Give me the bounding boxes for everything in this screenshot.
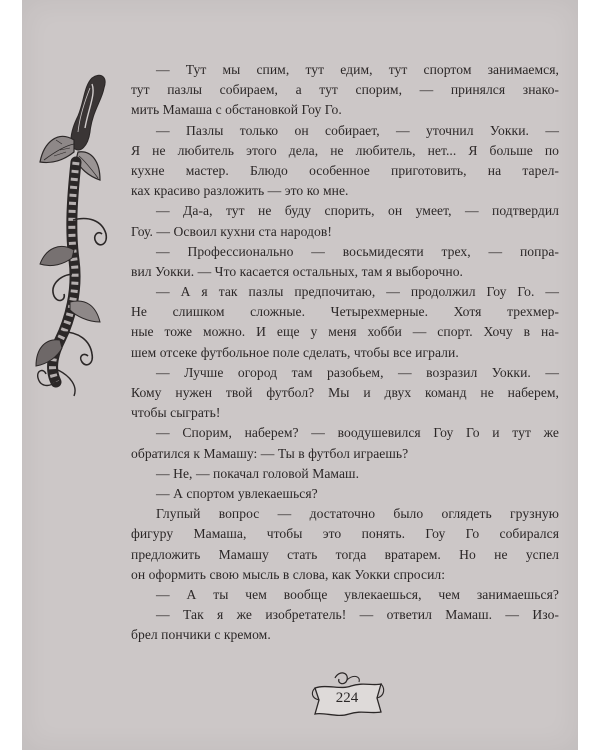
body-text: [131, 60, 559, 645]
text-line: — Не, — покачал головой Мамаш.: [156, 465, 360, 481]
text-line: вил Уокки. — Что касается остальных, там я выборочно.: [131, 263, 463, 279]
text-line: — Да-а, тут не буду спорить, он умеет, — подтвердил: [156, 203, 559, 219]
page-number-banner: [307, 668, 387, 718]
text-line: ные тоже можно. И еще у меня хобби — спорт. Хочу в на-: [131, 324, 559, 340]
text-line: тут пазлы собираем, а тут спорим, — принялся знако-: [131, 82, 559, 98]
text-line: предложить Мамашу стать тогда вратарем. Но не успел: [131, 546, 559, 562]
text-line: кухне мастер. Блюдо особенное приготовить, на тарел-: [131, 162, 559, 178]
text-line: — А ты чем вообще увлекаешься, чем занимаешься?: [156, 586, 559, 602]
text-line: Не слишком сложные. Четырехмерные. Хотя трехмер-: [131, 304, 559, 320]
text-line: — А спортом увлекаешься?: [156, 485, 318, 501]
text-line: — А я так пазлы предпочитаю, — продолжил Гоу Го. —: [156, 284, 559, 300]
book-page: [22, 0, 578, 750]
text-line: Я не любитель этого дела, не любитель, нет... Я больше по: [131, 142, 559, 158]
page-number: 224: [335, 690, 359, 706]
text-line: чтобы сыграть!: [131, 405, 221, 421]
text-line: — Пазлы только он собирает, — уточнил Уокки. —: [156, 122, 559, 138]
text-line: Гоу. — Освоил кухни ста народов!: [131, 223, 332, 239]
text-line: — Профессионально — восьмидесяти трех, — попра-: [156, 243, 559, 259]
text-line: Кому нужен твой футбол? Мы и двух команд не наберем,: [131, 385, 559, 400]
text-line: — Так я же изобретатель! — ответил Мамаш. — Изо-: [156, 607, 559, 623]
text-line: шем отсеке футбольное поле сделать, чтобы все играли.: [131, 344, 459, 360]
vine-ornament-illustration: [30, 70, 125, 400]
text-line: обратился к Мамашу: — Ты в футбол играешь?: [131, 445, 409, 461]
text-line: — Спорим, наберем? — воодушевился Гоу Го и тут же: [156, 425, 559, 441]
text-line: фигуру Мамаша, чтобы это понять. Гоу Го собирался: [131, 526, 559, 542]
text-line: ках красиво разложить — это ко мне.: [131, 183, 349, 199]
text-line: — Тут мы спим, тут едим, тут спортом занимаемся,: [156, 62, 559, 77]
text-line: мить Мамаша с обстановкой Гоу Го.: [131, 102, 342, 118]
text-line: он оформить свою мысль в слова, как Уокки спросил:: [131, 566, 446, 582]
text-line: брел пончики с кремом.: [131, 627, 271, 643]
text-line: Глупый вопрос — достаточно было оглядеть грузную: [156, 506, 559, 522]
text-line: — Лучше огород там разобьем, — возразил Уокки. —: [156, 364, 559, 380]
